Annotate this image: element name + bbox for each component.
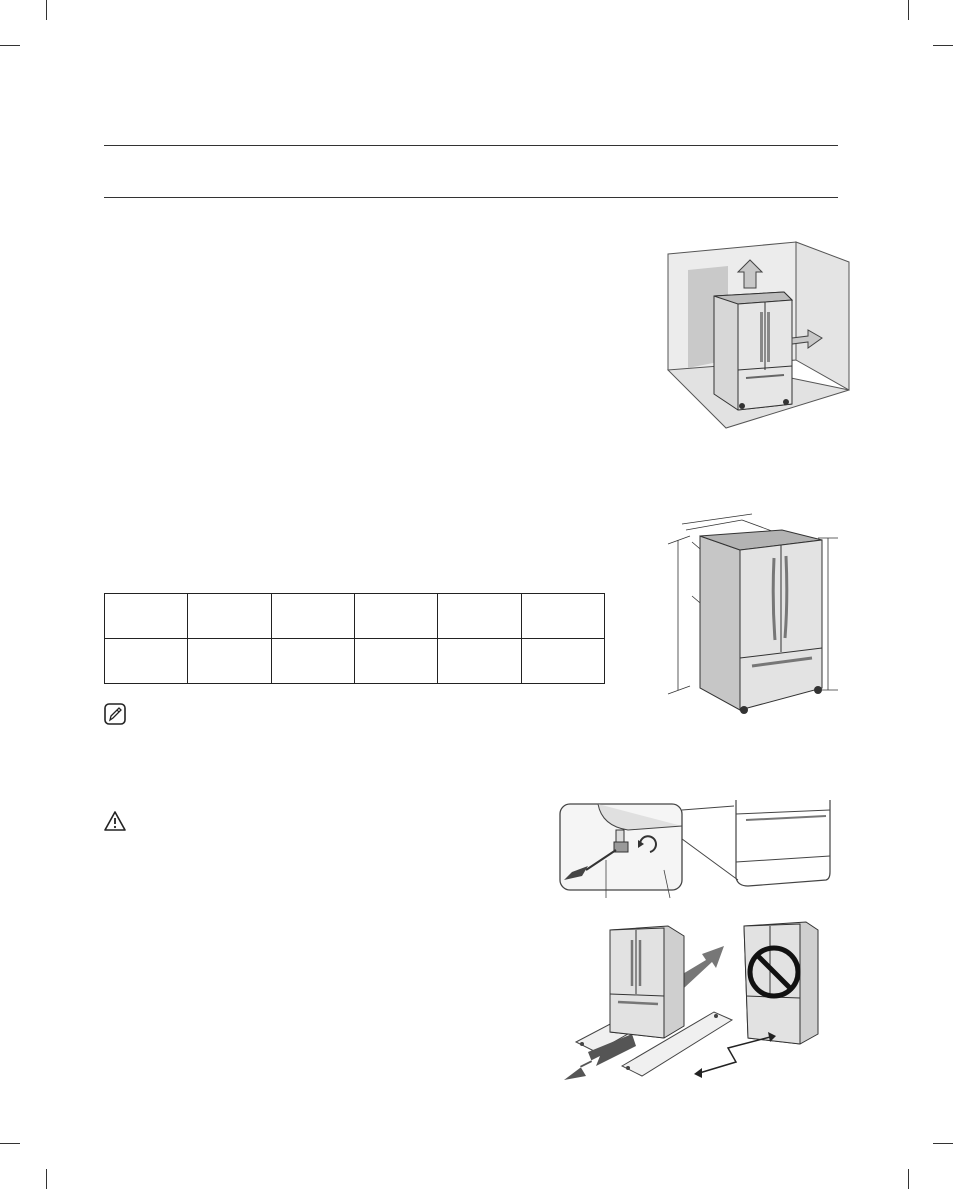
table-cell bbox=[188, 594, 271, 639]
table-cell bbox=[354, 594, 437, 639]
table-cell bbox=[105, 639, 188, 684]
crop-mark-top-left-h bbox=[0, 45, 20, 46]
moving-illustration bbox=[556, 916, 836, 1086]
table-cell bbox=[105, 594, 188, 639]
crop-mark-bottom-right-h bbox=[933, 1143, 953, 1144]
caution-triangle-icon bbox=[104, 811, 126, 831]
crop-mark-bottom-right-v bbox=[908, 1169, 909, 1189]
crop-mark-bottom-left-h bbox=[0, 1143, 20, 1144]
clearance-illustration bbox=[666, 240, 851, 425]
table-cell bbox=[188, 639, 271, 684]
header-rule-bottom bbox=[104, 197, 838, 198]
table-row bbox=[105, 594, 605, 639]
dimension-table bbox=[104, 593, 605, 684]
table-row bbox=[105, 639, 605, 684]
crop-mark-top-right-h bbox=[933, 45, 953, 46]
crop-mark-bottom-left-v bbox=[46, 1169, 47, 1189]
table-cell bbox=[521, 594, 604, 639]
crop-mark-top-right-v bbox=[908, 0, 909, 20]
table-cell bbox=[438, 639, 521, 684]
note-pencil-icon bbox=[104, 703, 126, 725]
table-cell bbox=[438, 594, 521, 639]
header-rule-top bbox=[104, 145, 838, 146]
table-cell bbox=[354, 639, 437, 684]
table-cell bbox=[521, 639, 604, 684]
leveling-foot-illustration bbox=[558, 800, 858, 900]
table-cell bbox=[271, 594, 354, 639]
crop-mark-top-left-v bbox=[46, 0, 47, 20]
table-cell bbox=[271, 639, 354, 684]
dimensions-illustration bbox=[662, 510, 842, 720]
